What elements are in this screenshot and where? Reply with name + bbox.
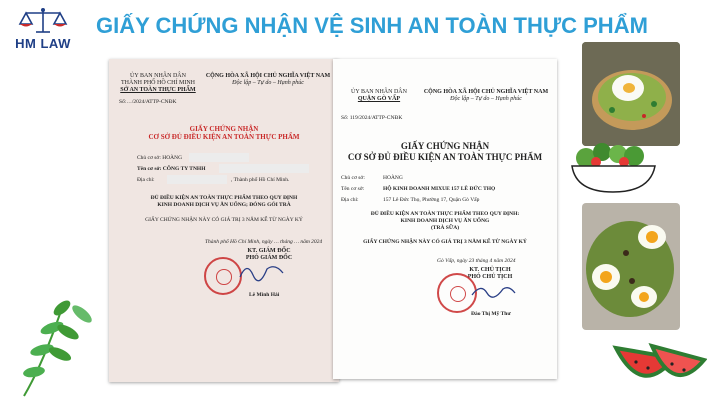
motto-line: Độc lập – Tự do – Hạnh phúc — [450, 96, 522, 102]
sign-role: KT. GIÁM ĐỐC — [247, 248, 291, 254]
issuer-line: SỞ AN TOÀN THỰC PHẨM — [120, 87, 196, 93]
nation-line: CỘNG HÒA XÃ HỘI CHỦ NGHĨA VIỆT NAM — [205, 73, 331, 79]
avocado-toast-image — [582, 42, 680, 146]
condition-line: KINH DOANH DỊCH VỤ ĂN UỐNG — [400, 218, 490, 224]
address-value: 157 Lê Đức Thọ, Phường 17, Quận Gò Vấp — [383, 197, 480, 203]
sign-role: KT. CHỦ TỊCH — [469, 267, 511, 273]
cert-title-line: GIẤY CHỨNG NHẬN — [189, 125, 259, 133]
page-title: GIẤY CHỨNG NHẬN VỆ SINH AN TOÀN THỰC PHẨM — [96, 13, 648, 38]
watermelon-icon — [612, 338, 707, 393]
condition-line: (TRÀ SỮA) — [430, 225, 460, 231]
brand-logo — [6, 6, 80, 54]
company-line: Tên cơ sở: CÔNG TY TNHH — [137, 166, 206, 172]
name-value: HỘ KINH DOANH MIXUE 157 LÊ ĐỨC THỌ — [383, 186, 496, 192]
redacted-block — [167, 175, 227, 184]
name-label: Tên cơ sở: — [341, 186, 365, 192]
issuer-block — [339, 89, 419, 103]
leaf-decoration-icon — [4, 292, 108, 398]
issuer-line: ỦY BAN NHÂN DÂN — [130, 73, 186, 79]
brand-name: HM LAW — [15, 36, 71, 51]
signature — [469, 281, 519, 303]
cert-title-line: CƠ SỞ ĐỦ ĐIỀU KIỆN AN TOÀN THỰC PHẨM — [148, 133, 300, 141]
condition-line: KINH DOANH DỊCH VỤ ĂN UỐNG; ĐÓNG GÓI TRÀ — [157, 202, 291, 208]
issuer-line: ỦY BAN NHÂN DÂN — [351, 89, 407, 95]
issuer-line: QUẬN GÒ VẤP — [357, 96, 401, 102]
condition-block — [333, 211, 557, 232]
cert-title — [333, 141, 557, 163]
signer-name: Lê Minh Hải — [249, 292, 280, 298]
certificate-right — [333, 59, 557, 379]
cert-title-line: GIẤY CHỨNG NHẬN — [400, 141, 490, 151]
issuer-line: THÀNH PHỐ HỒ CHÍ MINH — [121, 80, 195, 86]
nation-block — [203, 73, 333, 87]
motto-line: Độc lập – Tự do – Hạnh phúc — [232, 80, 304, 86]
condition-block — [109, 195, 339, 209]
validity-line: GIẤY CHỨNG NHẬN NÀY CÓ GIÁ TRỊ 3 NĂM KỂ TỪ NGÀY KÝ — [363, 239, 527, 245]
redacted-block — [189, 153, 249, 162]
sign-role: PHÓ CHỦ TỊCH — [467, 274, 513, 280]
address-tail: , Thành phố Hồ Chí Minh. — [231, 177, 290, 183]
egg-avocado-image — [582, 203, 680, 330]
date-line: Gò Vấp, ngày 23 tháng 4 năm 2024 — [437, 258, 516, 264]
address-label: Địa chỉ: — [341, 197, 359, 203]
date-line: Thành phố Hồ Chí Minh, ngày … tháng … năm 2024 — [205, 239, 323, 245]
cert-title-line: CƠ SỞ ĐỦ ĐIỀU KIỆN AN TOÀN THỰC PHẨM — [347, 152, 543, 162]
signer-name: Đào Thị Mỹ Thư — [471, 311, 511, 317]
condition-line: ĐỦ ĐIỀU KIỆN AN TOÀN THỰC PHẨM THEO QUY ĐỊNH: — [370, 211, 520, 217]
scales-of-justice-icon — [6, 6, 80, 36]
salad-bowl-icon — [566, 140, 661, 195]
cert-title — [109, 125, 339, 141]
address-label: Địa chỉ: — [137, 177, 155, 183]
owner-value: HOÀNG — [383, 175, 403, 181]
condition-line: ĐỦ ĐIỀU KIỆN AN TOÀN THỰC PHẨM THEO QUY ĐỊNH — [150, 195, 298, 201]
owner-label: Chủ cơ sở: — [341, 175, 365, 181]
cert-number: Số: 119/2024/ATTP-CNĐK — [341, 115, 403, 121]
signature — [237, 259, 287, 283]
nation-block — [419, 89, 553, 103]
validity-line: GIẤY CHỨNG NHẬN NÀY CÓ GIÁ TRỊ 3 NĂM KỂ TỪ NGÀY KÝ — [145, 217, 303, 223]
food-photo-toast — [582, 42, 680, 146]
redacted-block — [219, 164, 309, 173]
certificate-left — [109, 59, 339, 382]
cert-number: Số:…/2024/ATTP-CNĐK — [119, 99, 177, 105]
sign-role: PHÓ GIÁM ĐỐC — [245, 255, 293, 261]
nation-line: CỘNG HÒA XÃ HỘI CHỦ NGHĨA VIỆT NAM — [423, 89, 549, 95]
owner-line: Chủ cơ sở: HOÀNG — [137, 155, 183, 161]
food-photo-eggs — [582, 203, 680, 330]
issuer-block — [115, 73, 201, 94]
